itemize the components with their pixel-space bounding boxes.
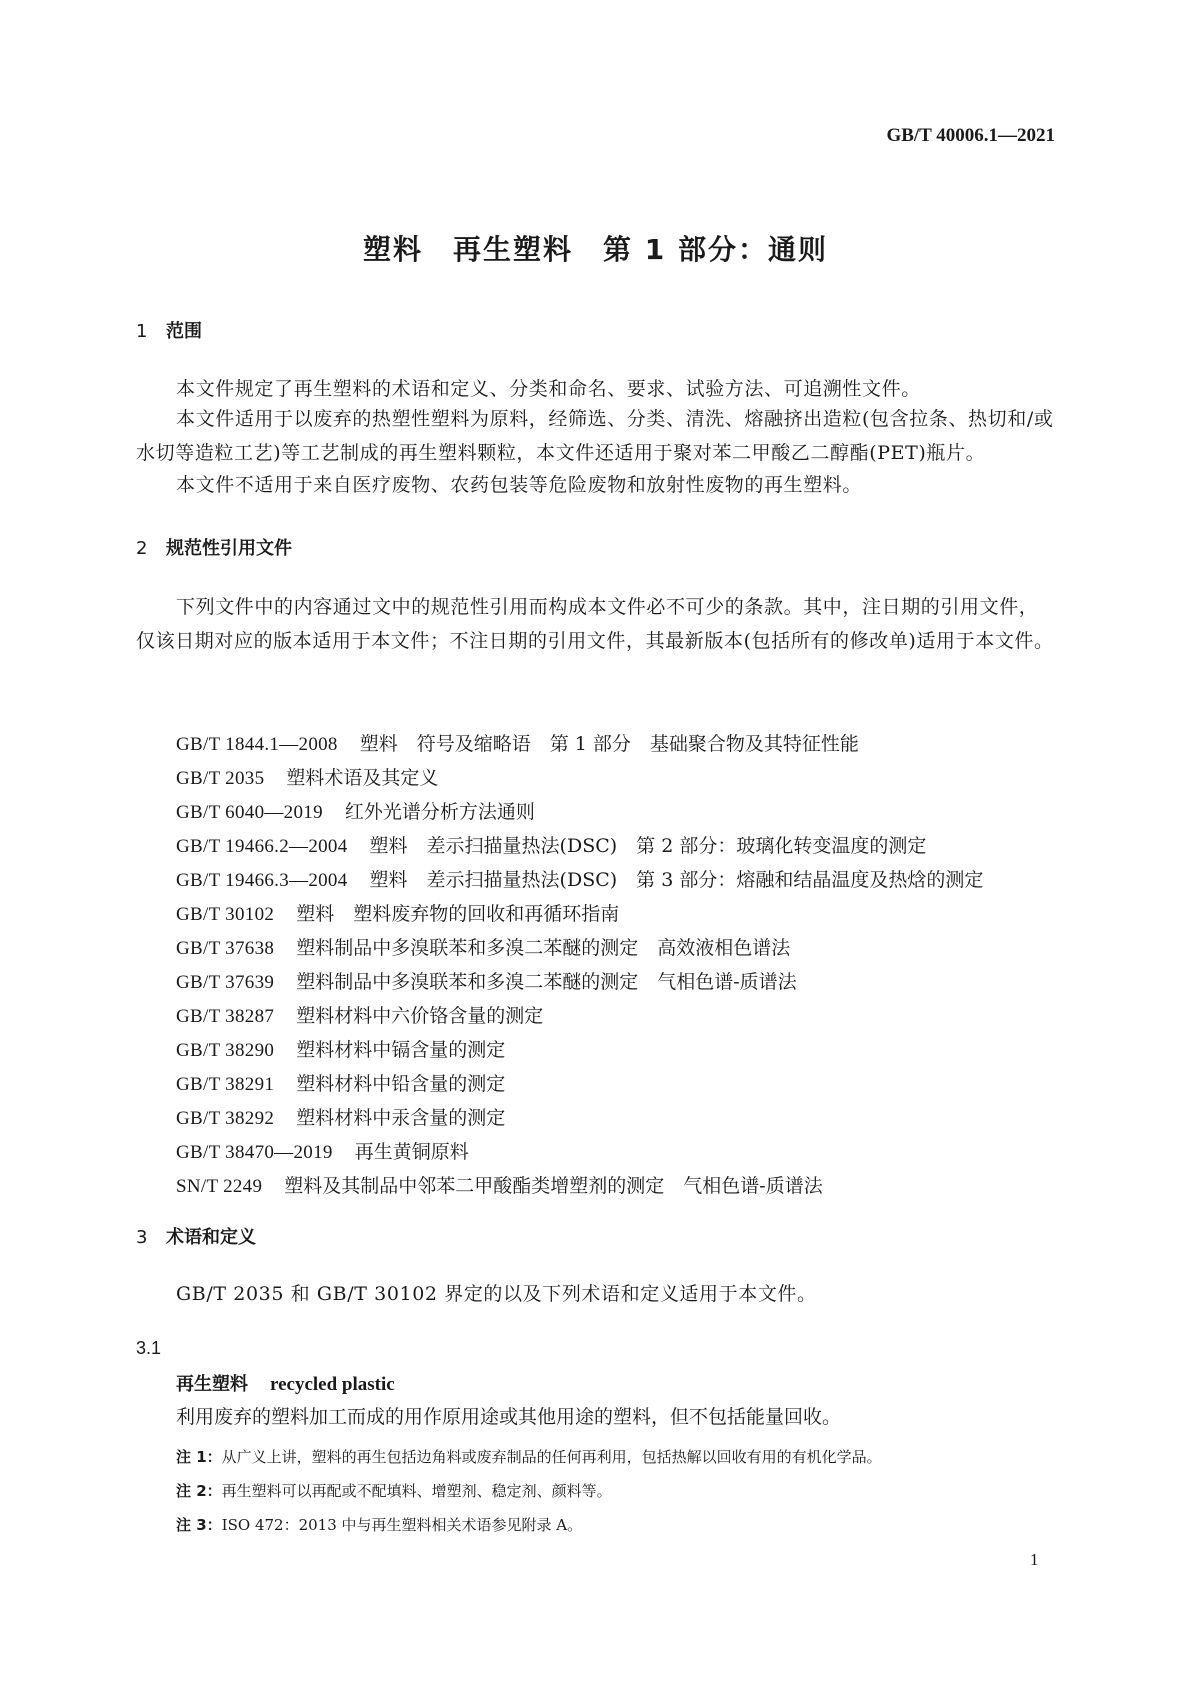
reference-code: GB/T 30102: [176, 904, 275, 925]
reference-item: [176, 1033, 983, 1067]
note: [176, 1480, 612, 1501]
reference-item: [176, 965, 983, 999]
reference-code: GB/T 38290: [176, 1040, 275, 1061]
document-title: 塑料 再生塑料 第 1 部分：通则: [363, 233, 828, 266]
term-entry: [176, 1370, 395, 1396]
paragraph: 本文件规定了再生塑料的术语和定义、分类和命名、要求、试验方法、可追溯性文件。: [176, 378, 921, 400]
reference-item: [176, 1169, 983, 1203]
reference-code: SN/T 2249: [176, 1176, 263, 1197]
reference-title: 红外光谱分析方法通则: [344, 801, 535, 823]
note: [176, 1514, 582, 1535]
note: [176, 1446, 882, 1467]
paragraph: GB/T 2035 和 GB/T 30102 界定的以及下列术语和定义适用于本文件。: [176, 1283, 817, 1305]
reference-title: 塑料及其制品中邻苯二甲酸酯类增塑剂的测定 气相色谱-质谱法: [284, 1175, 823, 1197]
term-english: recycled plastic: [270, 1374, 395, 1395]
reference-title: 塑料 塑料废弃物的回收和再循环指南: [296, 903, 620, 925]
reference-code: GB/T 1844.1—2008: [176, 734, 338, 755]
section-number: 3: [136, 1227, 148, 1248]
reference-item: [176, 1135, 983, 1169]
reference-item: [176, 897, 983, 931]
term-definition: 利用废弃的塑料加工而成的用作原用途或其他用途的塑料，但不包括能量回收。: [176, 1406, 842, 1428]
paragraph: 本文件不适用于来自医疗废物、农药包装等危险废物和放射性废物的再生塑料。: [176, 474, 863, 496]
reference-code: GB/T 37638: [176, 938, 275, 959]
reference-title: 塑料材料中六价铬含量的测定: [296, 1005, 544, 1027]
section-number: 2: [136, 538, 148, 559]
reference-item: [176, 1067, 983, 1101]
reference-code: GB/T 38287: [176, 1006, 275, 1027]
reference-item: [176, 999, 983, 1033]
reference-list: [176, 727, 983, 1203]
document-code: GB/T 40006.1—2021: [886, 125, 1055, 146]
reference-title: 塑料 符号及缩略语 第 1 部分 基础聚合物及其特征性能: [359, 733, 859, 755]
reference-title: 塑料制品中多溴联苯和多溴二苯醚的测定 气相色谱-质谱法: [296, 971, 797, 993]
section-title: 范围: [166, 321, 202, 342]
note-text: 再生塑料可以再配或不配填料、增塑剂、稳定剂、颜料等。: [221, 1482, 612, 1500]
section-1-heading: [136, 317, 202, 343]
term-chinese: 再生塑料: [176, 1374, 248, 1395]
reference-item: [176, 1101, 983, 1135]
note-text: ISO 472：2013 中与再生塑料相关术语参见附录 A。: [221, 1516, 583, 1534]
note-label: 注 2：: [176, 1482, 222, 1500]
section-title: 规范性引用文件: [166, 538, 292, 559]
reference-code: GB/T 38291: [176, 1074, 275, 1095]
reference-item: [176, 931, 983, 965]
reference-code: GB/T 37639: [176, 972, 275, 993]
section-number: 1: [136, 321, 148, 342]
reference-item: [176, 727, 983, 761]
reference-title: 塑料材料中铅含量的测定: [296, 1073, 506, 1095]
section-3-heading: [136, 1223, 256, 1249]
reference-title: 塑料材料中汞含量的测定: [296, 1107, 506, 1129]
reference-item: [176, 863, 983, 897]
reference-code: GB/T 6040—2019: [176, 802, 323, 823]
note-label: 注 3：: [176, 1516, 222, 1534]
reference-code: GB/T 19466.2—2004: [176, 836, 348, 857]
paragraph: 本文件适用于以废弃的热塑性塑料为原料，经筛选、分类、清洗、熔融挤出造粒(包含拉条、热切和/或水切等造粒工艺)等工艺制成的再生塑料颗粒，本文件还适用于聚对苯二甲酸乙二醇酯(PET)瓶片。: [136, 408, 1054, 464]
reference-code: GB/T 19466.3—2004: [176, 870, 348, 891]
reference-item: [176, 761, 983, 795]
reference-item: [176, 829, 983, 863]
reference-item: [176, 795, 983, 829]
page-number: 1: [1030, 1550, 1039, 1569]
reference-code: GB/T 2035: [176, 768, 265, 789]
term-number: 3.1: [136, 1338, 162, 1358]
reference-title: 塑料材料中镉含量的测定: [296, 1039, 506, 1061]
note-text: 从广义上讲，塑料的再生包括边角料或废弃制品的任何再利用，包括热解以回收有用的有机化学品。: [221, 1448, 882, 1466]
reference-code: GB/T 38292: [176, 1108, 275, 1129]
reference-title: 再生黄铜原料: [354, 1141, 469, 1163]
section-title: 术语和定义: [166, 1227, 256, 1248]
reference-code: GB/T 38470—2019: [176, 1142, 333, 1163]
reference-title: 塑料 差示扫描量热法(DSC) 第 2 部分：玻璃化转变温度的测定: [369, 835, 927, 857]
reference-title: 塑料术语及其定义: [286, 767, 439, 789]
note-label: 注 1：: [176, 1448, 222, 1466]
paragraph: 下列文件中的内容通过文中的规范性引用而构成本文件必不可少的条款。其中，注日期的引用文件，仅该日期对应的版本适用于本文件；不注日期的引用文件，其最新版本(包括所有的修改单)适用于本文件。: [136, 596, 1054, 652]
reference-title: 塑料 差示扫描量热法(DSC) 第 3 部分：熔融和结晶温度及热焓的测定: [369, 869, 984, 891]
section-2-heading: [136, 534, 292, 560]
reference-title: 塑料制品中多溴联苯和多溴二苯醚的测定 高效液相色谱法: [296, 937, 791, 959]
